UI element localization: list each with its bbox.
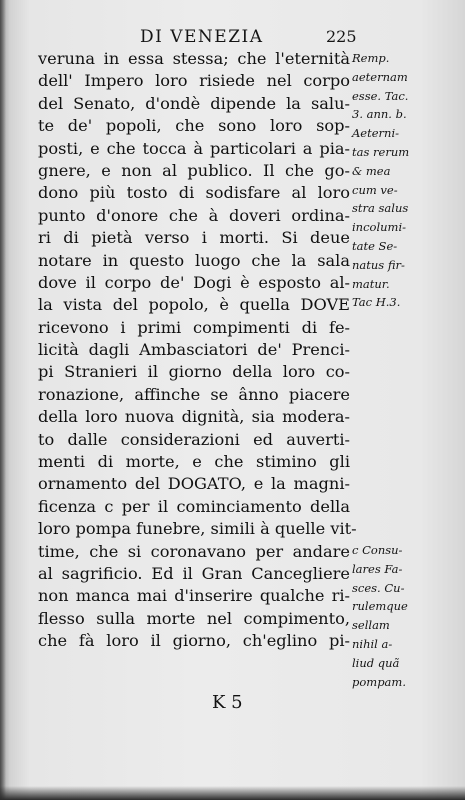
text-line: te de' popoli, che sono loro sop- bbox=[38, 116, 350, 136]
text-line: flesso sulla morte nel compimento, bbox=[38, 608, 350, 628]
margin-note-line: Aeterni- bbox=[352, 126, 400, 141]
text-line: licità dagli Ambasciatori de' Prenci- bbox=[38, 340, 350, 360]
text-line: ficenza c per il cominciamento della bbox=[38, 496, 350, 516]
main-text-block bbox=[38, 48, 357, 653]
margin-note-line: & mea bbox=[352, 163, 391, 178]
text-line: dove il corpo de' Dogi è esposto al- bbox=[38, 272, 350, 292]
margin-note-line: natus fir- bbox=[352, 257, 405, 272]
margin-note-line: stra salus bbox=[352, 201, 409, 216]
margin-note-line: sces. Cu- bbox=[352, 580, 405, 595]
text-line: che fà loro il giorno, ch'eglino pi- bbox=[38, 631, 350, 651]
text-line: veruna in essa stessa; che l'eternità bbox=[38, 49, 350, 68]
text-line: ricevono i primi compimenti di fe- bbox=[38, 317, 350, 337]
text-line: la vista del popolo, è quella DOVE bbox=[38, 295, 350, 315]
margin-note-line: pompam. bbox=[352, 674, 406, 689]
margin-note-line: rulemque bbox=[352, 599, 408, 614]
margin-note-line: liud quã bbox=[352, 655, 400, 670]
text-line: to dalle considerazioni ed auverti- bbox=[38, 429, 350, 449]
text-line: punto d'onore che à doveri ordina- bbox=[38, 205, 350, 225]
text-line: notare in questo luogo che la sala bbox=[38, 250, 350, 270]
margin-note-line: Remp. bbox=[352, 51, 390, 65]
text-line: loro pompa funebre, simili à quelle vit- bbox=[38, 519, 357, 539]
text-line: menti di morte, e che stimino gli bbox=[38, 452, 350, 472]
text-line: ri di pietà verso i morti. Si deue bbox=[38, 228, 350, 248]
page-bottom-shadow bbox=[0, 786, 465, 800]
text-line: non manca mai d'inserire qualche ri- bbox=[38, 586, 350, 606]
text-line: dono più tosto di sodisfare al loro bbox=[38, 183, 350, 203]
text-line: pi Stranieri il giorno della loro co- bbox=[38, 362, 350, 382]
signature-mark: K 5 bbox=[212, 692, 243, 713]
binding-shadow bbox=[0, 0, 6, 800]
margin-note-line: cum ve- bbox=[352, 182, 398, 197]
margin-note-line: tas rerum bbox=[352, 144, 410, 159]
text-line: ronazione, affinche se ânno piacere bbox=[38, 384, 350, 404]
margin-note-line: esse. Tac. bbox=[352, 88, 409, 103]
margin-note-line: 3. ann. b. bbox=[352, 107, 407, 122]
text-line: ornamento del DOGATO, e la magni- bbox=[38, 474, 350, 494]
text-line: time, che si coronavano per andare bbox=[38, 541, 350, 561]
margin-note-line: aeternam bbox=[352, 69, 408, 84]
margin-note-line: incolumi- bbox=[352, 220, 407, 235]
text-line: al sagrificio. Ed il Gran Cancegliere bbox=[38, 563, 350, 583]
margin-note-line: matur. bbox=[352, 276, 390, 291]
margin-note-line: sellam bbox=[352, 618, 390, 633]
running-title: DI VENEZIA bbox=[140, 27, 264, 47]
text-line: della loro nuova dignità, sia modera- bbox=[38, 407, 350, 427]
page-number: 225 bbox=[326, 27, 357, 46]
marginal-note-bottom bbox=[352, 541, 456, 691]
margin-note-line: lares Fa- bbox=[352, 561, 403, 576]
margin-note-line: nihil a- bbox=[352, 636, 393, 651]
margin-note-line: c Consu- bbox=[352, 543, 403, 557]
marginal-note-top bbox=[352, 49, 456, 312]
text-line: posti, e che tocca à particolari a pia- bbox=[38, 138, 350, 158]
margin-note-line: Tac H.3. bbox=[352, 295, 401, 310]
text-line: dell' Impero loro risiede nel corpo bbox=[38, 71, 350, 91]
text-line: gnere, e non al publico. Il che go- bbox=[38, 160, 350, 180]
text-line: del Senato, d'ondè dipende la salu- bbox=[38, 93, 350, 113]
margin-note-line: tate Se- bbox=[352, 238, 398, 253]
